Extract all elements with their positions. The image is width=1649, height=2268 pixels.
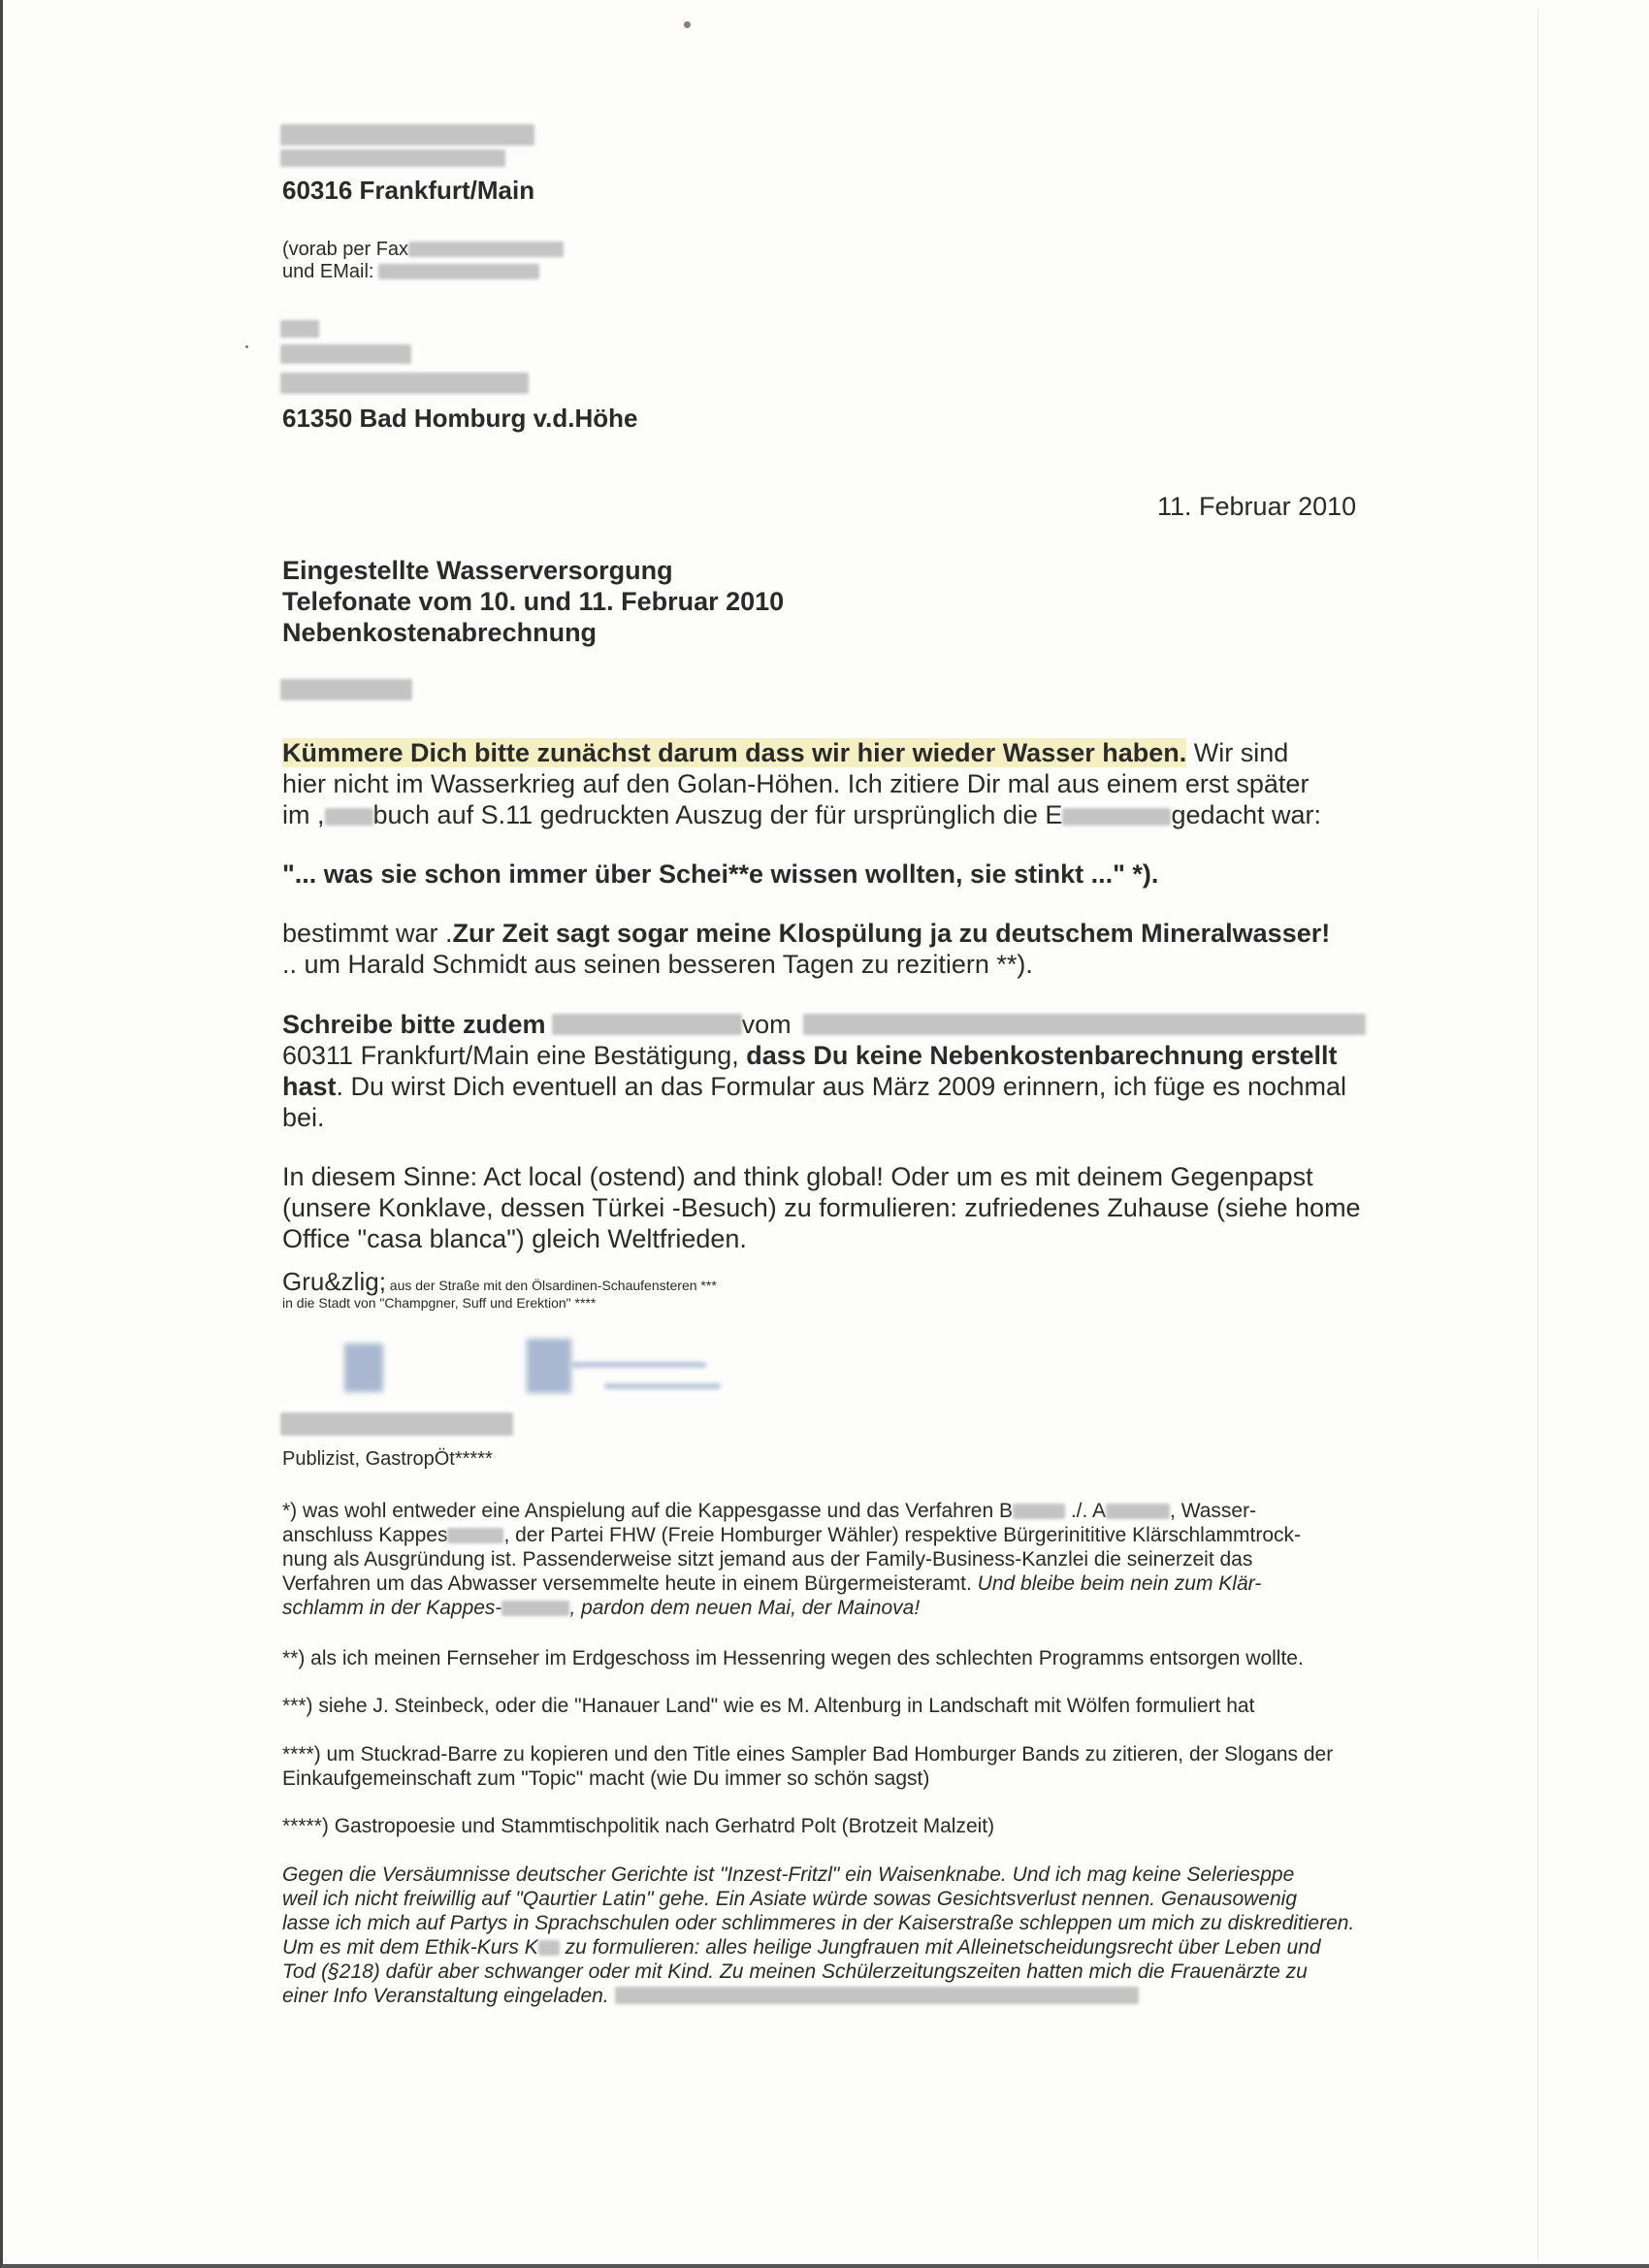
speck-mark (245, 345, 248, 348)
redacted-salutation (280, 679, 412, 700)
scan-edge (1537, 10, 1538, 2260)
paragraph-3: Schreibe bitte zudem vom 60311 Frankfurt/Main eine Bestätigung, dass Du keine Nebenkostenbarechnung erstellt hast. Du wirst Dich eventuell an das Formular aus März 2009 erinnern, ich füge es nochmal bei. (282, 1009, 1427, 1133)
email-label: und EMail: (282, 260, 539, 283)
redacted-name (552, 1014, 742, 1035)
redacted-fax (408, 242, 564, 257)
subject-line-2: Telefonate vom 10. und 11. Februar 2010 (282, 587, 785, 616)
signature-stroke (527, 1339, 571, 1393)
paragraph-2-emphasis: Zur Zeit sagt sogar meine Klospülung ja zu deutschem Mineralwasser! (452, 919, 1331, 948)
speck-mark (684, 21, 691, 28)
redacted-sender-street (280, 149, 505, 167)
redacted-signature-name (280, 1412, 513, 1436)
redacted-text (615, 1987, 1139, 2004)
redacted-word (325, 808, 373, 826)
redacted-word (1106, 1504, 1170, 1519)
sender-city: 60316 Frankfurt/Main (282, 176, 535, 205)
postscript: Gegen die Versäumnisse deutscher Gerichte ist "Inzest-Fritzl" ein Waisenknabe. Und ich mag keine Seleriesppe weil ich nicht freiwillig auf "Qaurtier Latin" gehe. Ein Asiate würde sowas Gesichtsverlust nennen. Genausowenig lasse ich mich auf Partys in Sprachschulen oder schlimmeres in der Kaiserstraße schleppen um mich zu diskreditieren. Um es mit dem Ethik-Kurs K zu formulieren: alles heilige Jungfrauen mit Alleinetscheidungsrecht über Leben und Tod (§218) dafür aber schwanger oder mit Kind. Zu meinen Schülerzeitungszeiten hatten mich die Frauenärzte zu einer Info Veranstaltung eingeladen. (282, 1863, 1355, 2007)
letter-date: 11. Februar 2010 (1157, 492, 1357, 521)
redacted-recipient-line3 (280, 373, 529, 394)
redacted-word (538, 1940, 560, 1956)
footnote-3: ***) siehe J. Steinbeck, oder die "Hanauer Land" wie es M. Altenburg in Landschaft mit Wölfen formuliert hat (282, 1695, 1255, 1717)
redacted-recipient-line1 (280, 320, 319, 338)
paragraph-2: bestimmt war .Zur Zeit sagt sogar meine Klospülung ja zu deutschem Mineralwasser! .. um Harald Schmidt aus seinen besseren Tagen zu rezitiern **). (282, 919, 1331, 979)
footnote-5: *****) Gastropoesie und Stammtischpolitik nach Gerhatrd Polt (Brotzeit Malzeit) (282, 1815, 995, 1837)
redacted-address (803, 1014, 1366, 1035)
redacted-recipient-line2 (280, 344, 411, 364)
redacted-sender-name (280, 124, 534, 146)
paragraph-4: In diesem Sinne: Act local (ostend) and think global! Oder um es mit deinem Gegenpapst (unsere Konklave, dessen Türkei -Besuch) zu formulieren: zufriedenes Zuhause (siehe home Office "casa blanca") gleich Weltfrieden. (282, 1162, 1361, 1253)
redacted-word (1062, 808, 1171, 826)
signature-stroke (570, 1362, 706, 1368)
subject-line-1: Eingestellte Wasserversorgung (282, 556, 673, 585)
signature-stroke (344, 1344, 383, 1392)
subject-line-3: Nebenkostenabrechnung (282, 618, 598, 647)
redacted-word (501, 1601, 569, 1616)
footnote-1: *) was wohl entweder eine Anspielung auf die Kappesgasse und das Verfahren B ./. A , Wasser- anschluss Kappes , der Partei FHW (Freie Homburger Wähler) respektive Bürgerinititive Klärschlammtrock- nung als Ausgründung ist. Passenderweise sitzt jemand aus der Family-Business-Kanzlei die seinerzeit das Verfahren um das Abwasser versemmelte heute in einem Bürgermeisteramt. Und bleibe beim nein zum Klär- schlamm in der Kappes- , pardon dem neuen Mai, der Mainova! (282, 1500, 1301, 1619)
redacted-email (378, 264, 539, 279)
paragraph-1: Kümmere Dich bitte zunächst darum dass wir hier wieder Wasser haben. Wir sind hier nicht im Wasserkrieg auf den Golan-Höhen. Ich zitiere Dir mal aus einem erst später im , buch auf S.11 gedruckten Auszug der für ursprünglich die E gedacht war: (282, 738, 1322, 829)
redacted-word (447, 1528, 503, 1543)
greeting: Gru&zlig; aus der Straße mit den Ölsardinen-Schaufensteren *** (282, 1267, 717, 1296)
footnote-2: **) als ich meinen Fernseher im Erdgeschoss im Hessenring wegen des schlechten Programms entsorgen wollte. (282, 1647, 1304, 1669)
redacted-word (1013, 1504, 1065, 1519)
signature-title: Publizist, GastropÖt***** (282, 1448, 493, 1470)
paragraph-1-emphasis: Kümmere Dich bitte zunächst darum dass wir hier wieder Wasser haben. (282, 738, 1187, 767)
signature-stroke (604, 1383, 721, 1389)
footnote-4: ****) um Stuckrad-Barre zu kopieren und den Title eines Sampler Bad Homburger Bands zu zitieren, der Slogans der Einkaufgemeinschaft zum "Topic" macht (wie Du immer so schön sagst) (282, 1743, 1334, 1790)
greeting-continuation: in die Stadt von "Champgner, Suff und Erektion" **** (282, 1295, 597, 1311)
fax-label: (vorab per Fax (282, 238, 564, 261)
quote-line: "... was sie schon immer über Schei**e wissen wollten, sie stinkt ..." *). (282, 859, 1159, 889)
recipient-city: 61350 Bad Homburg v.d.Höhe (282, 404, 638, 433)
